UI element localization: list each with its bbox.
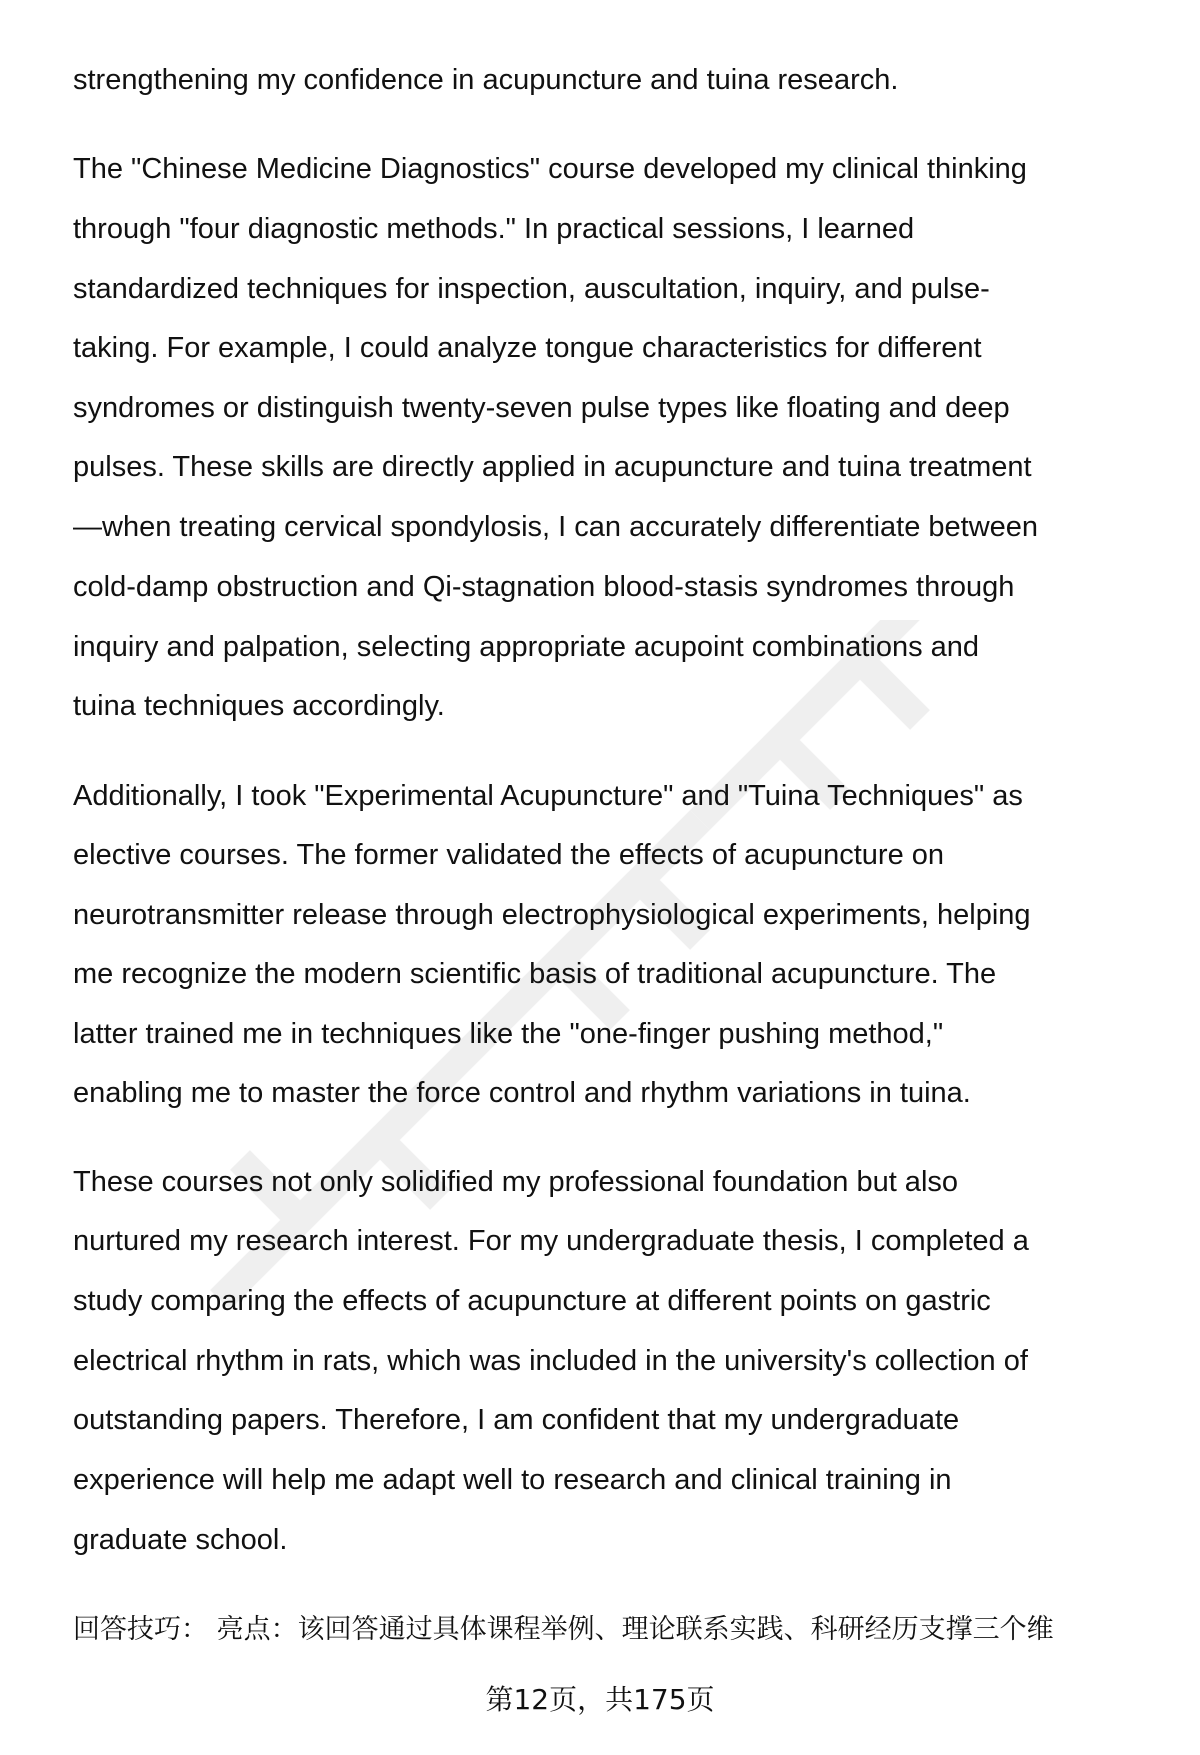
page-indicator: 第12页，共175页 — [485, 1683, 715, 1716]
text-line: standardized techniques for inspection, auscultation, inquiry, and pulse- — [73, 273, 990, 305]
text-line: cold-damp obstruction and Qi-stagnation blood-stasis syndromes through — [73, 571, 1015, 603]
text-line: latter trained me in techniques like the "one-finger pushing method," — [73, 1018, 944, 1050]
text-line: tuina techniques accordingly. — [73, 690, 445, 722]
text-line: elective courses. The former validated the effects of acupuncture on — [73, 839, 945, 871]
text-line: me recognize the modern scientific basis of traditional acupuncture. The — [73, 958, 997, 990]
text-line: nurtured my research interest. For my undergraduate thesis, I completed a — [73, 1225, 1029, 1257]
text-line: syndromes or distinguish twenty-seven pulse types like floating and deep — [73, 392, 1010, 424]
text-line: pulses. These skills are directly applied in acupuncture and tuina treatment — [73, 451, 1032, 483]
text-line: outstanding papers. Therefore, I am confident that my undergraduate — [73, 1404, 960, 1436]
text-line: electrical rhythm in rats, which was included in the university's collection of — [73, 1345, 1028, 1377]
text-line: —when treating cervical spondylosis, I can accurately differentiate between — [73, 511, 1039, 543]
text-line: strengthening my confidence in acupuncture and tuina research. — [73, 64, 899, 96]
text-line: The "Chinese Medicine Diagnostics" course developed my clinical thinking — [73, 153, 1027, 185]
text-line: inquiry and palpation, selecting appropriate acupoint combinations and — [73, 631, 980, 663]
text-line: through "four diagnostic methods." In practical sessions, I learned — [73, 213, 915, 245]
text-line: graduate school. — [73, 1524, 288, 1556]
text-line: enabling me to master the force control and rhythm variations in tuina. — [73, 1077, 971, 1109]
text-line: Additionally, I took "Experimental Acupuncture" and "Tuina Techniques" as — [73, 780, 1023, 812]
text-line: study comparing the effects of acupuncture at different points on gastric — [73, 1285, 991, 1317]
text-line: experience will help me adapt well to research and clinical training in — [73, 1464, 952, 1496]
text-line: taking. For example, I could analyze tongue characteristics for different — [73, 332, 982, 364]
text-line: These courses not only solidified my professional foundation but also — [73, 1166, 959, 1198]
answer-tip: 回答技巧： 亮点：该回答通过具体课程举例、理论联系实践、科研经历支撑三个维 — [73, 1614, 1054, 1645]
text-line: neurotransmitter release through electrophysiological experiments, helping — [73, 899, 1031, 931]
